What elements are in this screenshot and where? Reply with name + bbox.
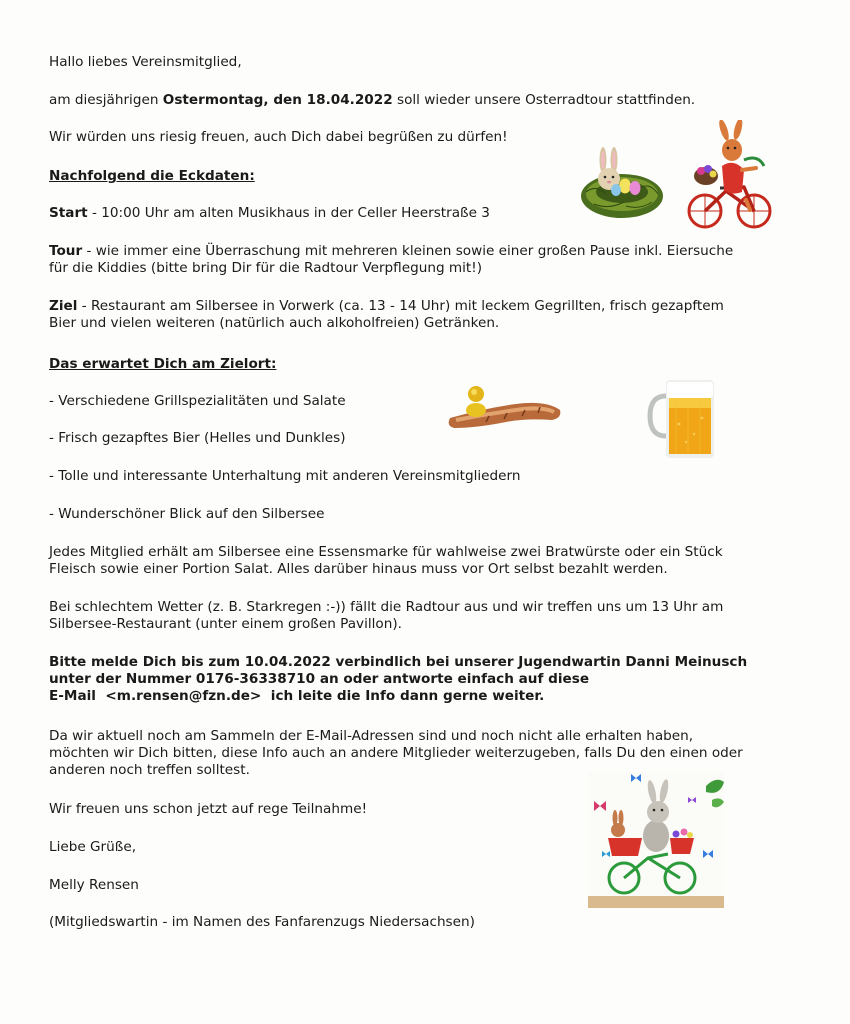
- tour-text: - wie immer eine Überraschung mit mehreren kleinen sowie einer großen Pause inkl. Eiersuche: [82, 243, 734, 259]
- intro-paragraph: [49, 92, 695, 109]
- list-item: - Wunderschöner Blick auf den Silbersee: [49, 506, 325, 522]
- start-info: [49, 205, 490, 222]
- tour-info-line2: für die Kiddies (bitte bring Dir für die Radtour Verpflegung mit!): [49, 260, 483, 276]
- intro-prefix: am diesjährigen: [49, 92, 163, 108]
- tour-info-line1: [49, 243, 733, 260]
- beer-mug-image: [646, 378, 720, 460]
- emails-text-line2: möchten wir Dich bitten, diese Info auch an andere Mitglieder weiterzugeben, falls Du den einen oder: [49, 745, 743, 761]
- list-item: - Tolle und interessante Unterhaltung mit anderen Vereinsmitgliedern: [49, 468, 521, 484]
- tour-label: Tour: [49, 243, 83, 259]
- start-label: Start: [49, 205, 88, 221]
- bunny-on-bicycle-image: [686, 120, 772, 232]
- signup-line2: unter der Nummer 0176-36338710 an oder antworte einfach auf diese: [49, 671, 590, 687]
- ziel-label: Ziel: [49, 298, 78, 314]
- bratwurst-image: [446, 378, 564, 432]
- signature-role: (Mitgliedswartin - im Namen des Fanfarenzugs Niedersachsen): [49, 914, 475, 930]
- signup-line3: E-Mail <m.rensen@fzn.de> ich leite die Info dann gerne weiter.: [49, 688, 545, 704]
- ziel-info-line1: [49, 298, 724, 315]
- regards-text: Liebe Grüße,: [49, 839, 137, 855]
- ziel-info-line2: Bier und vielen weiteren (natürlich auch alkoholfreien) Getränken.: [49, 315, 500, 331]
- section-heading-key-data: Nachfolgend die Eckdaten:: [49, 168, 255, 184]
- intro-suffix: soll wieder unsere Osterradtour stattfinden.: [392, 92, 696, 108]
- closing-text: Wir freuen uns schon jetzt auf rege Teilnahme!: [49, 801, 368, 817]
- greeting: Hallo liebes Vereinsmitglied,: [49, 54, 242, 70]
- easter-nest-bunny-image: [580, 142, 664, 220]
- ziel-text: - Restaurant am Silbersee in Vorwerk (ca. 13 - 14 Uhr) mit leckem Gegrillten, frisch gezapftem: [77, 298, 724, 314]
- list-item: - Frisch gezapftes Bier (Helles und Dunkles): [49, 430, 346, 446]
- welcome-text: Wir würden uns riesig freuen, auch Dich dabei begrüßen zu dürfen!: [49, 129, 508, 145]
- weather-text-line1: Bei schlechtem Wetter (z. B. Starkregen :-)) fällt die Radtour aus und wir treffen uns um 13 Uhr am: [49, 599, 724, 615]
- signup-line1: Bitte melde Dich bis zum 10.04.2022 verbindlich bei unserer Jugendwartin Danni Meinusch: [49, 654, 748, 670]
- section-heading-destination: Das erwartet Dich am Zielort:: [49, 356, 277, 372]
- emails-text-line1: Da wir aktuell noch am Sammeln der E-Mail-Adressen sind und noch nicht alle erhalten haben,: [49, 728, 694, 744]
- signature-name: Melly Rensen: [49, 877, 139, 893]
- meal-text-line2: Fleisch sowie einer Portion Salat. Alles darüber hinaus muss vor Ort selbst bezahlt werden.: [49, 561, 668, 577]
- start-text: - 10:00 Uhr am alten Musikhaus in der Celler Heerstraße 3: [87, 205, 490, 221]
- tour-date: Ostermontag, den 18.04.2022: [162, 92, 393, 108]
- meal-text-line1: Jedes Mitglied erhält am Silbersee eine Essensmarke für wahlweise zwei Bratwürste oder ein Stück: [49, 544, 723, 560]
- emails-text-line3: anderen noch treffen solltest.: [49, 762, 250, 778]
- weather-text-line2: Silbersee-Restaurant (unter einem großen Pavillon).: [49, 616, 402, 632]
- bunnies-on-bicycle-image: [588, 772, 724, 908]
- list-item: - Verschiedene Grillspezialitäten und Salate: [49, 393, 346, 409]
